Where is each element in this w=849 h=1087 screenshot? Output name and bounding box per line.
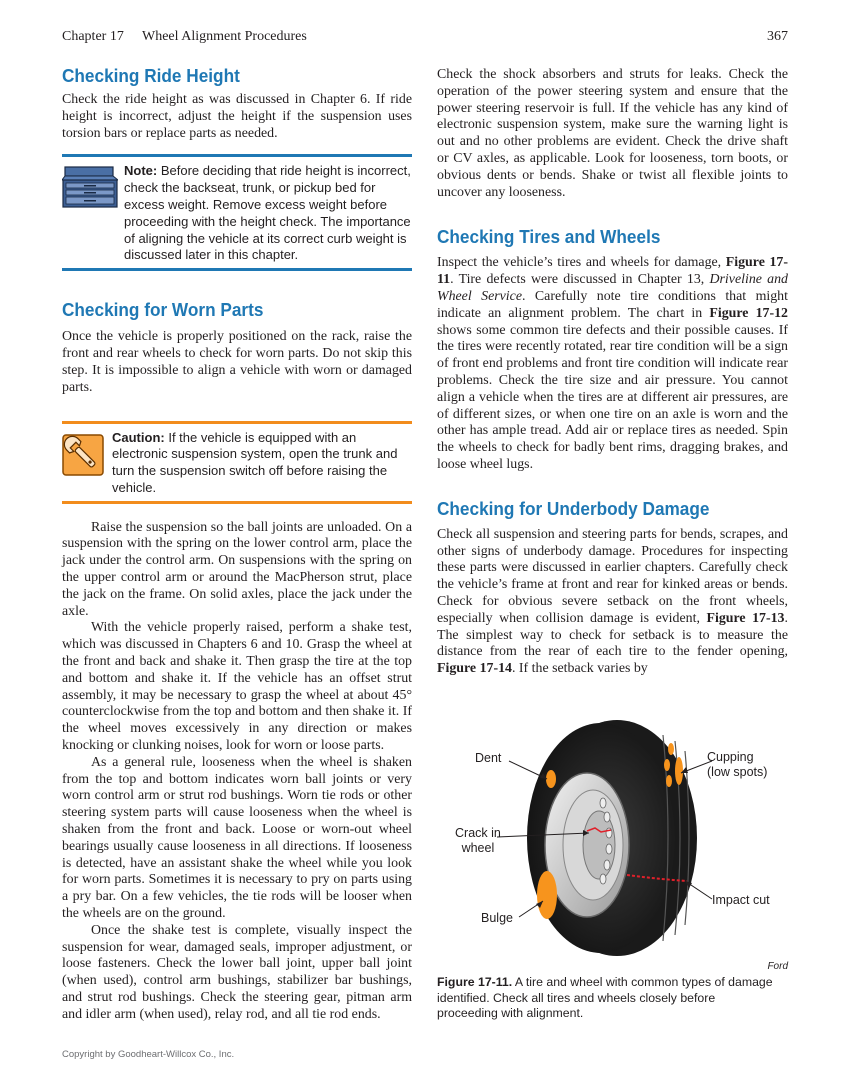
heading-worn-parts: Checking for Worn Parts	[62, 299, 264, 321]
callout-impact-cut: Impact cut	[712, 893, 770, 907]
tires-text-4: shows some common tire defects and their possible causes. If the tires were recently rotated, rear tire condition will be a sign of front end problems and front tire condition will indicate rear problems. Check the tire size and air pressure. You cannot align a vehicle when the tires are at different air pressures, are of different sizes, or when one tire on an axle is worn and the other has ample tread. Add air or replace tires as needed. Spin the wheels to check for badly bent rims, dragging brakes, and loose wheel lugs.	[437, 322, 788, 472]
note-text-indented	[124, 163, 412, 264]
note-text: Before deciding that ride height is incorrect, check the backseat, trunk, or pickup bed for excess weight. Remove excess weight before proceeding with the height check. The importance of aligning the vehicle at its correct curb weight is discussed later in this chapter.	[124, 163, 411, 263]
dent-mark	[546, 770, 556, 788]
caution-bottom-rule	[62, 501, 412, 504]
page-number: 367	[767, 29, 788, 44]
paragraph-visual-inspect: Once the shake test is complete, visually inspect the suspension for wear, damaged seals, improper adjustment, or loose fasteners. Check the lower ball joint, upper ball joint (when used), control arm bushings, stabilizer bar bushings, and strut rod bushings. Check the steering gear, pitman arm and idler arm (when used), relay rod, and all tie rod ends.	[62, 922, 412, 1022]
caption-label: Figure 17-11.	[437, 975, 513, 989]
underbody-text-1: Check all suspension and steering parts for bends, scrapes, and other signs of underbody damage. Procedures for inspecting these parts were discussed in earlier chapters. Carefully check the vehicle’s frame at front and rear for kinked areas or bends. Check for obvious severe setback on the front wheels, especially when collision damage is evident,	[437, 526, 788, 626]
bulge-mark	[537, 871, 557, 919]
caption-text: A tire and wheel with common types of damage identified. Check all tires and wheels closely before proceeding with alignment.	[437, 975, 773, 1020]
note-bottom-rule	[62, 268, 412, 271]
left-column	[62, 62, 412, 1023]
callout-cupping: Cupping (low spots)	[707, 750, 768, 779]
chapter-number: Chapter 17	[62, 29, 124, 44]
paragraph-shake-test: With the vehicle properly raised, perform a shake test, which was discussed in Chapters 6 and 10. Grasp the wheel at the front and back and shake it. Then grasp the tire at the top and bottom and shake it. If the vehicle has an offset strut assembly, it may be necessary to grasp the wheel at about 45° counterclockwise from the top and bottom and then shake it. If the wheel moves excessively in any direction or makes knocking or clunking noises, look for worn or loose parts.	[62, 620, 412, 753]
heading-ride-height: Checking Ride Height	[62, 65, 240, 86]
note-label: Note:	[124, 163, 158, 179]
figure-ref-17-13: Figure 17-13	[706, 610, 785, 626]
heading-underbody-damage: Checking for Underbody Damage	[437, 497, 710, 519]
running-header	[62, 29, 788, 47]
worn-parts-body: Once the vehicle is properly positioned on the rack, raise the front and rear wheels to check for worn parts. Do not skip this step. It is impossible to align a vehicle with worn or damaged parts.	[62, 329, 412, 395]
caution-text-block	[112, 430, 412, 497]
underbody-body	[437, 527, 788, 678]
callout-dent: Dent	[475, 751, 502, 765]
figure-caption	[437, 975, 777, 1022]
copyright-footer: Copyright by Goodheart-Willcox Co., Inc.	[62, 1049, 235, 1060]
caution-text: If the vehicle is equipped with an electronic suspension system, open the trunk and turn the suspension switch off before raising the vehicle.	[112, 429, 398, 495]
paragraph-raise-suspension: Raise the suspension so the ball joints are unloaded. On a suspension with the spring on the lower control arm, place the jack under the control arm. On suspensions with the spring on the upper control arm or around the MacPherson strut, place the jack on the frame. On solid axles, place the jack under the axle.	[62, 519, 412, 619]
tires-text-2: . Tire defects were discussed in Chapter 13,	[450, 272, 710, 288]
callout-bulge: Bulge	[481, 911, 513, 925]
caution-box	[62, 424, 412, 498]
paragraph-general-rule: As a general rule, looseness when the wheel is shaken from the top and bottom indicates worn ball joints or very worn control arm or strut rod bushings. Worn tie rods or other steering system parts will cause looseness when the wheel is shaken from the front and back. Loose or worn-out wheel bearings usually cause looseness in all directions. If looseness is detected, have an assistant shake the wheel while you look for worn parts. Sometimes it is necessary to pry on parts using a pry bar. On a few vehicles, the tie rods will be looser when the wheels are on the ground.	[62, 754, 412, 921]
right-column	[437, 62, 788, 678]
figure-ref-17-14: Figure 17-14	[437, 661, 512, 677]
figure-ref-17-11: Figure 17-11	[437, 255, 788, 288]
underbody-text-3: . If the setback varies by	[511, 661, 648, 677]
heading-tires-wheels: Checking Tires and Wheels	[437, 226, 661, 248]
figure-17-11	[437, 705, 788, 1023]
note-box	[62, 157, 412, 263]
chapter-title: Wheel Alignment Procedures	[142, 29, 307, 44]
toolbox-icon	[62, 166, 118, 208]
callout-crack: Crack in wheel	[455, 826, 501, 855]
tires-body	[437, 255, 788, 473]
wrench-icon	[62, 434, 104, 476]
book-title-ref: Driveline and Wheel Service	[437, 272, 788, 304]
figure-credit: Ford	[767, 961, 788, 972]
ride-height-body: Check the ride height as was discussed in Chapter 6. If ride height is incorrect, adjust the height if the suspension uses torsion bars or replace parts as needed.	[62, 92, 412, 141]
figure-ref-17-12: Figure 17-12	[709, 305, 788, 321]
caution-label: Caution:	[112, 429, 165, 445]
tires-text-3: . Carefully note tire conditions that might indicate an alignment problem. The chart in	[437, 288, 788, 321]
tires-text-1: Inspect the vehicle’s tires and wheels for damage,	[437, 255, 726, 271]
paragraph-shock-absorbers: Check the shock absorbers and struts for leaks. Check the operation of the power steering system and ensure that the power steering reservoir is full. If the vehicle has any kind of electronic suspension system, make sure the warning light is out and no other problems are evident. Check the drive shaft or CV axles, as applicable. Look for looseness, torn boots, or obvious dents or bends. Shake or twist all flexible joints to uncover any looseness.	[437, 67, 788, 200]
underbody-text-2: . The simplest way to check for setback is to measure the distance from the rear of each tire to the fender opening,	[437, 610, 788, 660]
